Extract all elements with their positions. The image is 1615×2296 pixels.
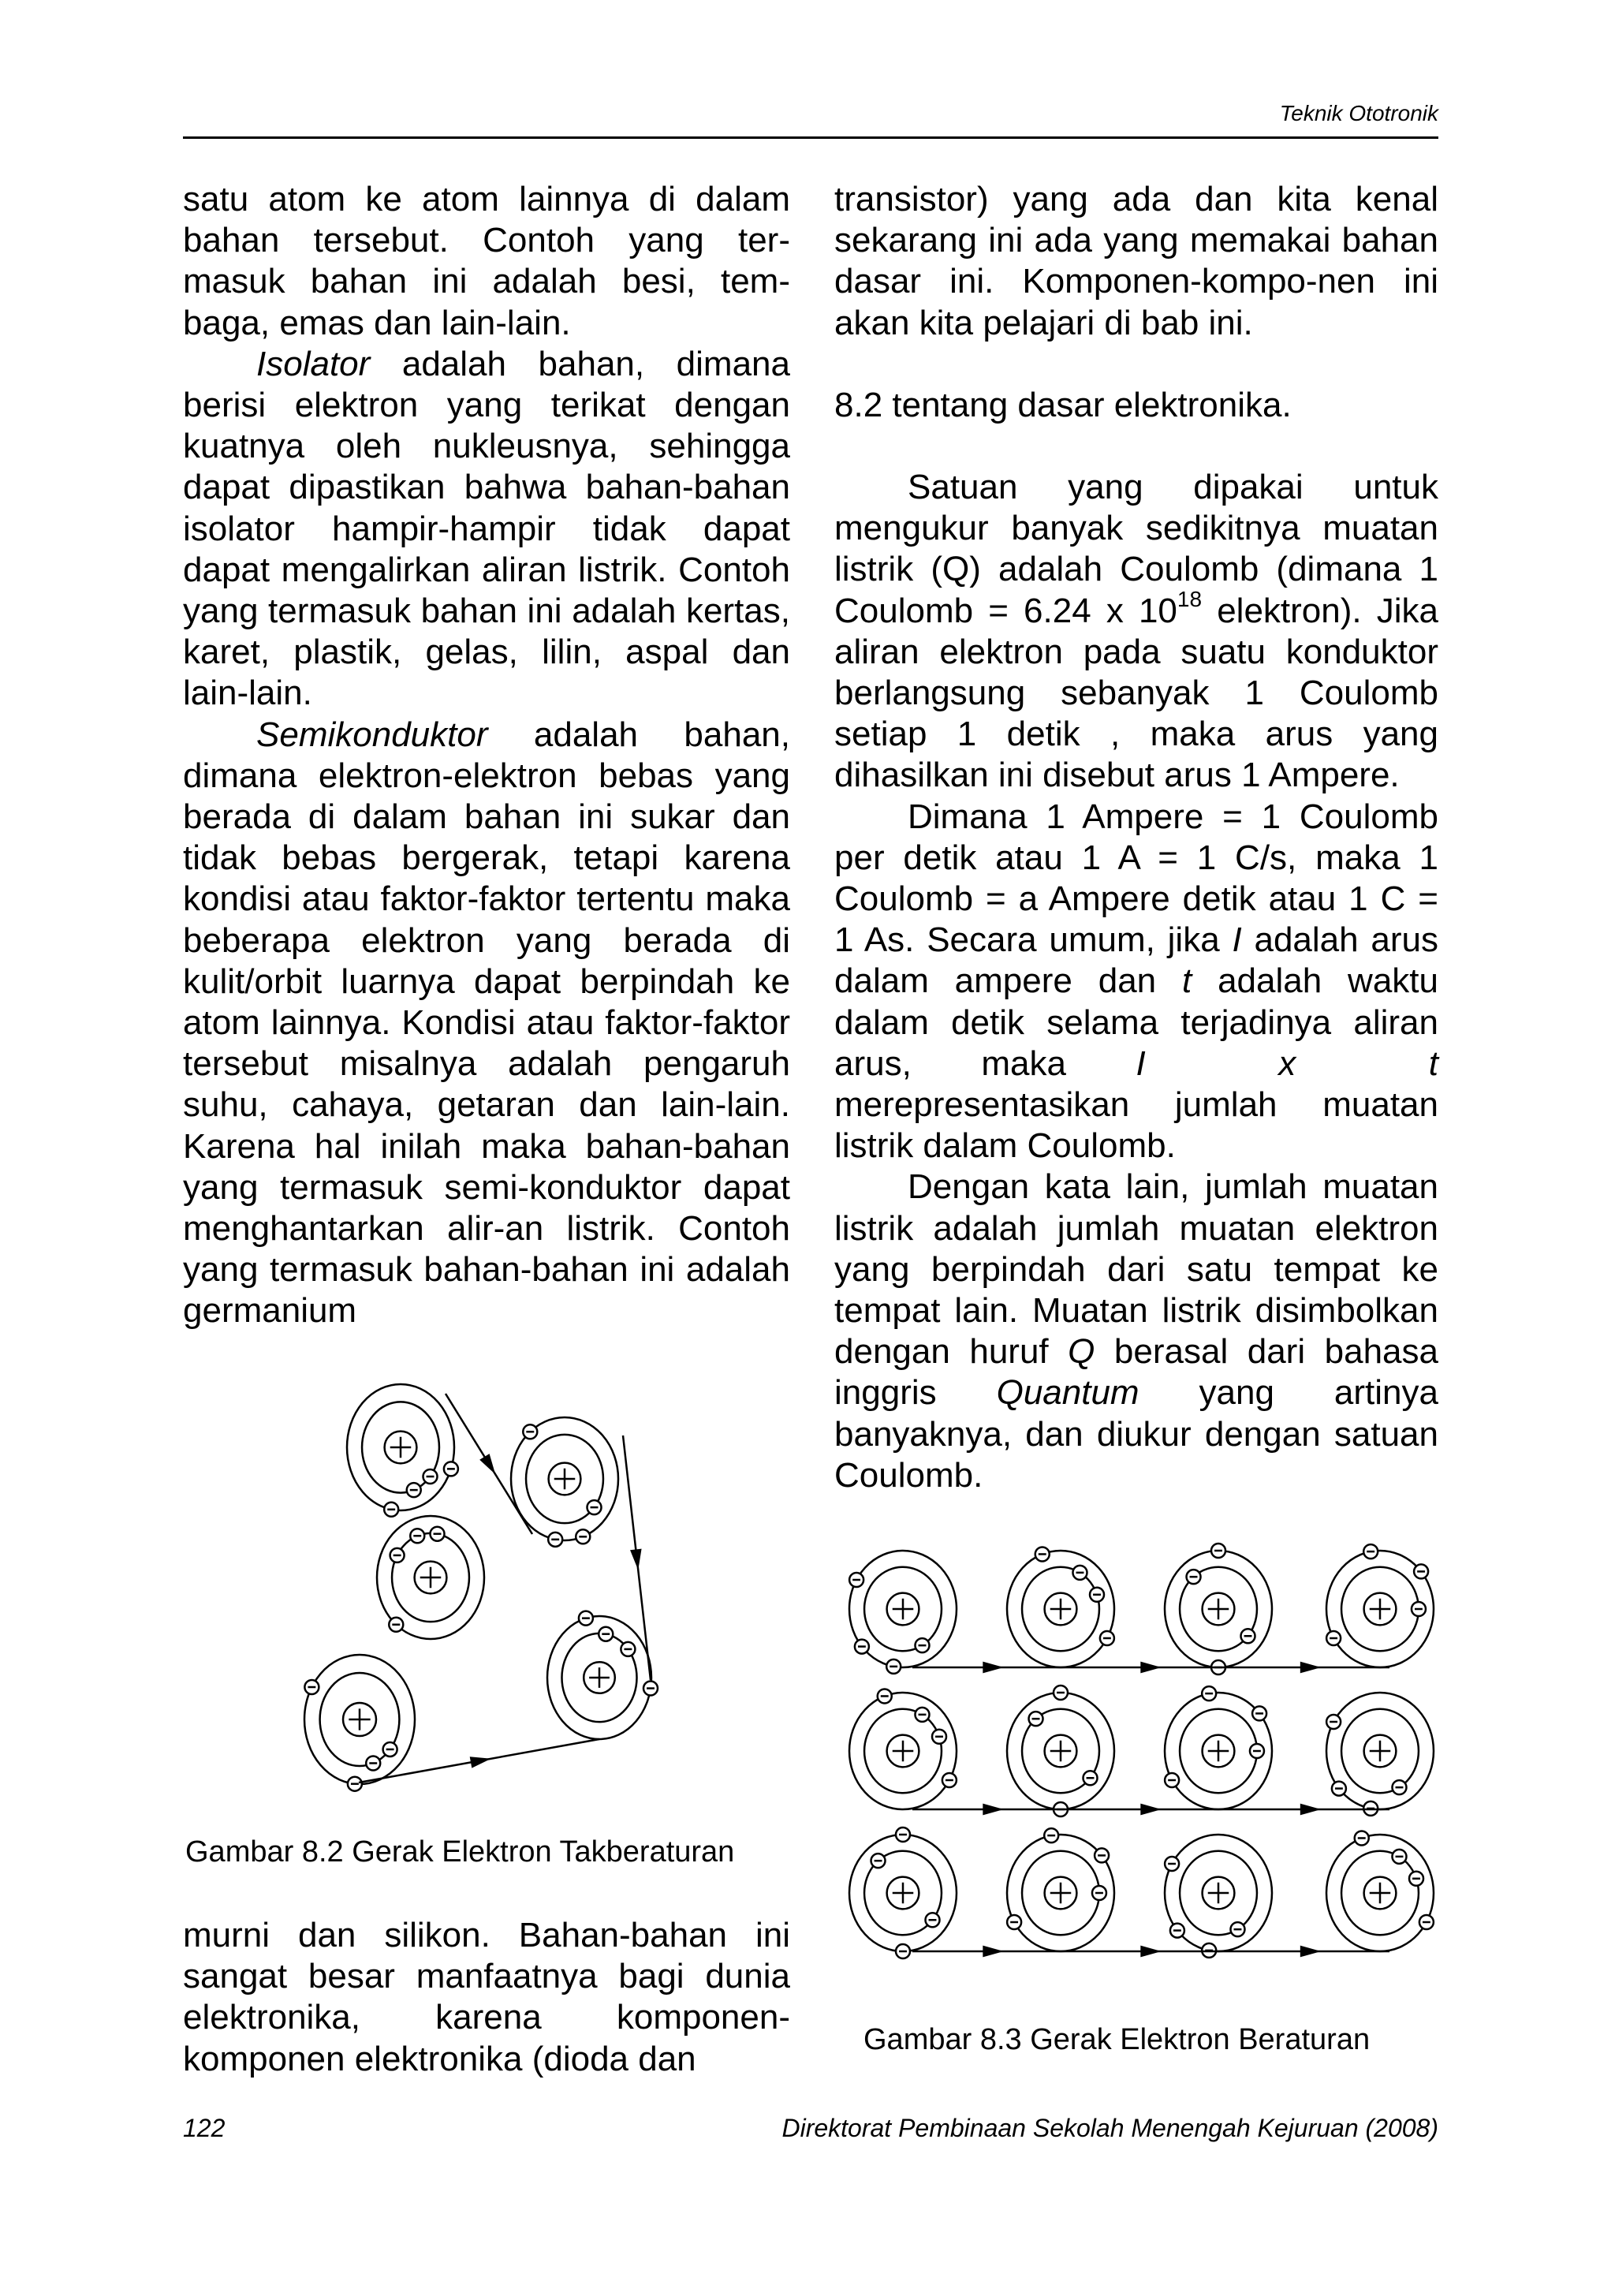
- nucleus-icon: [1364, 1593, 1397, 1626]
- nucleus-icon: [1045, 1735, 1077, 1768]
- electron-icon: [1044, 1828, 1058, 1842]
- figure-8-3-caption: Gambar 8.3 Gerak Elektron Beraturan: [863, 2023, 1371, 2056]
- electron-icon: [587, 1500, 602, 1514]
- electron-icon: [1165, 1773, 1179, 1787]
- electron-icon: [407, 1483, 421, 1497]
- figure-8-2-caption: Gambar 8.2 Gerak Elektron Takberaturan: [185, 1835, 735, 1869]
- footer-publisher: Direktorat Pembinaan Sekolah Menengah Kejuruan (2008): [781, 2114, 1438, 2142]
- nucleus-icon: [887, 1735, 919, 1768]
- page-number: 122: [183, 2114, 226, 2142]
- electron-icon: [1414, 1564, 1428, 1578]
- paragraph: transistor) yang ada dan kita kenal sekarang ini ada yang memakai bahan dasar ini. Komponen-kompo-nen ini akan kita pelajari di bab ini.: [834, 180, 1438, 342]
- electron-path-arrow: [912, 1805, 1070, 1813]
- electron-icon: [932, 1730, 946, 1744]
- electron-icon: [1211, 1544, 1225, 1558]
- electron-icon: [410, 1529, 424, 1543]
- electron-icon: [926, 1913, 940, 1927]
- atom-icon: [849, 1827, 957, 1958]
- electron-icon: [1095, 1848, 1109, 1862]
- electron-path-arrow: [1070, 1805, 1228, 1813]
- electron-icon: [576, 1529, 590, 1544]
- nucleus-icon: [1045, 1877, 1077, 1910]
- electron-icon: [444, 1462, 458, 1476]
- nucleus-icon: [887, 1593, 919, 1626]
- atom-icon: [849, 1551, 957, 1674]
- paragraph-isolator: Isolator adalah bahan, dimana berisi elektron yang terikat dengan kuatnya oleh nukleusnya, sehingga dapat dipastikan bahwa bahan-bahan isolator hampir-hampir tidak dapat dapat mengalirkan aliran listrik. Contoh yang termasuk bahan ini adalah kertas, karet, plastik, gelas, lilin, aspal dan lain-lain.: [183, 344, 790, 713]
- nucleus-icon: [584, 1662, 615, 1693]
- exponent: 18: [1177, 586, 1203, 611]
- electron-icon: [1029, 1712, 1043, 1726]
- paragraph: murni dan silikon. Bahan-bahan ini sangat besar manfaatnya bagi dunia elektronika, karena komponen-komponen elektronika (dioda dan: [183, 1916, 790, 2078]
- atom-icon: [1007, 1828, 1114, 1951]
- electron-icon: [621, 1642, 635, 1656]
- electron-path-arrow: [1070, 1663, 1228, 1671]
- electron-icon: [1092, 1886, 1106, 1900]
- electron-icon: [1419, 1915, 1434, 1929]
- paragraph-ampere: Dimana 1 Ampere = 1 Coulomb per detik atau 1 A = 1 C/s, maka 1 Coulomb = a Ampere detik atau 1 C = 1 As. Secara umum, jika I adalah arus dalam ampere dan t adalah waktu dalam detik selama terjadinya aliran arus, maka I x t merepresentasikan jumlah muatan listrik dalam Coulomb.: [834, 797, 1438, 1166]
- nucleus-icon: [1045, 1593, 1077, 1626]
- running-header: Teknik Ototronik: [1279, 101, 1438, 125]
- electron-icon: [1392, 1780, 1406, 1794]
- atom-icon: [1326, 1831, 1434, 1951]
- electron-icon: [896, 1827, 910, 1842]
- paragraph-semikonduktor: Semikonduktor adalah bahan, dimana elektron-elektron bebas yang berada di dalam bahan ini sukar dan tidak bebas bergerak, tetapi karena kondisi atau faktor-faktor tertentu maka beberapa elektron yang berada di kulit/orbit luarnya dapat berpindah ke atom lainnya. Kondisi atau faktor-faktor tersebut misalnya adalah pengaruh suhu, cahaya, getaran dan lain-lain. Karena hal inilah maka bahan-bahan yang termasuk semi-konduktor dapat menghantarkan alir-an listrik. Contoh yang termasuk bahan-bahan ini adalah germanium: [183, 715, 790, 1331]
- left-column-lower: [183, 1915, 790, 2080]
- electron-icon: [1326, 1715, 1341, 1729]
- header-rule: [183, 136, 1438, 139]
- electron-icon: [1170, 1924, 1184, 1938]
- electron-icon: [1100, 1631, 1114, 1645]
- nucleus-icon: [887, 1877, 919, 1910]
- left-column-upper: [183, 179, 790, 1332]
- atom-icon: [1007, 1547, 1114, 1667]
- electron-icon: [1165, 1857, 1179, 1871]
- nucleus-icon: [1203, 1877, 1235, 1910]
- atom-icon: [1165, 1686, 1272, 1809]
- electron-icon: [1072, 1566, 1087, 1580]
- electron-icon: [896, 1944, 910, 1958]
- atom-icon: [547, 1611, 658, 1739]
- right-column: [834, 179, 1438, 1496]
- electron-icon: [1332, 1782, 1346, 1796]
- electron-icon: [423, 1469, 438, 1484]
- electron-icon: [915, 1708, 929, 1722]
- term-isolator: Isolator: [256, 344, 371, 383]
- electron-icon: [1326, 1631, 1341, 1645]
- electron-icon: [599, 1627, 613, 1641]
- electron-icon: [579, 1611, 593, 1626]
- atom-icon: [849, 1689, 957, 1809]
- electron-icon: [1412, 1602, 1426, 1616]
- atom-icon: [1326, 1693, 1434, 1816]
- nucleus-icon: [1203, 1735, 1235, 1768]
- electron-icon: [1090, 1588, 1104, 1602]
- electron-path-arrow: [912, 1947, 1070, 1955]
- nucleus-icon: [1364, 1735, 1397, 1768]
- electron-path-arrow: [446, 1394, 532, 1534]
- electron-icon: [304, 1680, 319, 1694]
- paragraph-coulomb: Satuan yang dipakai untuk mengukur banyak sedikitnya muatan listrik (Q) adalah Coulomb (dimana 1 Coulomb = 6.24 x $10^{18}$ elektron). Jika aliran elektron pada suatu konduktor berlangsung sebanyak 1 Coulomb setiap 1 detik , maka arus yang dihasilkan ini disebut arus 1 Ampere.: [834, 468, 1438, 795]
- electron-icon: [855, 1640, 869, 1654]
- electron-path-arrow: [912, 1663, 1070, 1671]
- figure-8-3-regular-electron-motion: [836, 1530, 1443, 1988]
- atom-icon: [304, 1655, 415, 1791]
- electron-icon: [1250, 1744, 1264, 1758]
- electron-icon: [548, 1533, 562, 1547]
- electron-icon: [1355, 1831, 1369, 1845]
- electron-icon: [871, 1854, 886, 1868]
- electron-icon: [942, 1773, 957, 1787]
- atom-icon: [1326, 1544, 1434, 1667]
- electron-icon: [1007, 1915, 1021, 1929]
- nucleus-icon: [1203, 1593, 1235, 1626]
- electron-icon: [1392, 1850, 1406, 1864]
- electron-icon: [1241, 1629, 1255, 1643]
- electron-icon: [1035, 1547, 1050, 1561]
- electron-icon: [643, 1682, 658, 1696]
- atom-icon: [377, 1516, 484, 1639]
- electron-icon: [1363, 1544, 1378, 1559]
- section-heading: 8.2 tentang dasar elektronika.: [834, 385, 1292, 424]
- electron-icon: [523, 1424, 537, 1439]
- atom-icon: [347, 1384, 458, 1517]
- electron-icon: [390, 1548, 405, 1562]
- electron-icon: [431, 1527, 445, 1541]
- electron-icon: [886, 1659, 901, 1674]
- electron-icon: [878, 1689, 892, 1703]
- electron-icon: [384, 1503, 398, 1517]
- electron-icon: [1084, 1771, 1098, 1785]
- paragraph-quantum: Dengan kata lain, jumlah muatan listrik adalah jumlah muatan elektron yang berpindah dari satu tempat ke tempat lain. Muatan listrik disimbolkan dengan huruf Q berasal dari bahasa inggris Quantum yang artinya banyaknya, dan diukur dengan satuan Coulomb.: [834, 1167, 1438, 1495]
- electron-icon: [1230, 1922, 1244, 1936]
- atom-icon: [1165, 1544, 1272, 1674]
- paragraph: satu atom ke atom lainnya di dalam bahan tersebut. Contoh yang ter-masuk bahan ini adalah besi, tem-baga, emas dan lain-lain.: [183, 180, 790, 342]
- figure-8-2-irregular-electron-motion: [292, 1368, 670, 1810]
- electron-icon: [1187, 1570, 1201, 1584]
- electron-icon: [1054, 1686, 1068, 1700]
- atom-icon: [1007, 1686, 1114, 1816]
- nucleus-icon: [1364, 1877, 1397, 1910]
- electron-icon: [348, 1777, 362, 1791]
- electron-icon: [915, 1638, 929, 1652]
- electron-icon: [366, 1756, 380, 1770]
- nucleus-icon: [415, 1562, 447, 1594]
- nucleus-icon: [385, 1432, 417, 1464]
- electron-icon: [389, 1618, 403, 1632]
- electron-icon: [1202, 1686, 1216, 1701]
- term-semikonduktor: Semikonduktor: [256, 715, 488, 754]
- atom-icon: [1165, 1835, 1272, 1958]
- nucleus-icon: [343, 1703, 376, 1736]
- nucleus-icon: [549, 1463, 581, 1495]
- electron-icon: [383, 1742, 397, 1757]
- electron-icon: [849, 1573, 863, 1587]
- electron-icon: [1409, 1872, 1423, 1886]
- electron-icon: [1252, 1706, 1266, 1720]
